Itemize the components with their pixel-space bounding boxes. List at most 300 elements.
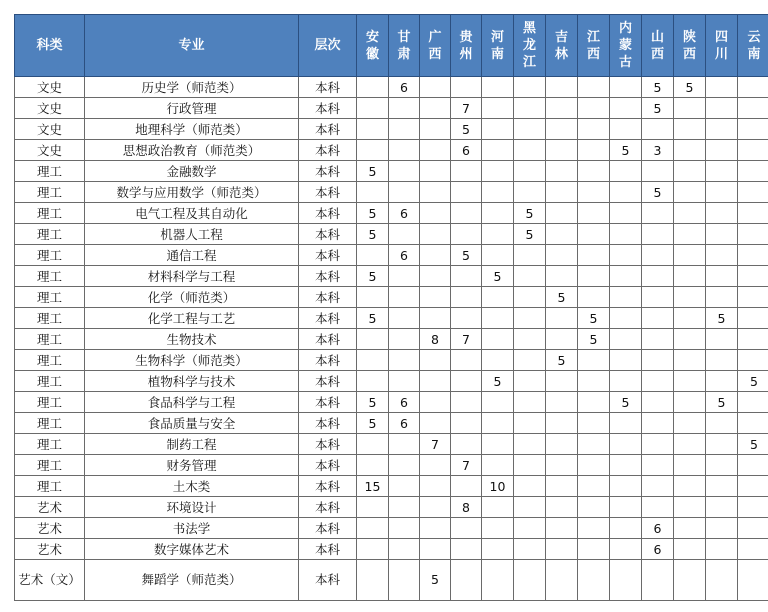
header-province: 贵州 xyxy=(451,15,482,77)
category-cell: 理工 xyxy=(15,161,85,182)
table-row xyxy=(15,329,768,350)
count-cell xyxy=(420,413,451,434)
count-cell xyxy=(546,518,578,539)
count-cell xyxy=(357,371,389,392)
count-cell xyxy=(357,140,389,161)
count-cell xyxy=(482,329,514,350)
count-cell xyxy=(674,329,706,350)
level-cell: 本科 xyxy=(299,203,357,224)
count-cell xyxy=(514,392,546,413)
count-cell xyxy=(738,161,768,182)
count-cell xyxy=(706,77,738,98)
count-cell xyxy=(451,308,482,329)
count-cell: 6 xyxy=(642,539,674,560)
count-cell xyxy=(706,203,738,224)
count-cell xyxy=(546,308,578,329)
count-cell xyxy=(514,455,546,476)
table-row xyxy=(15,434,768,455)
count-cell: 5 xyxy=(610,392,642,413)
count-cell xyxy=(674,539,706,560)
count-cell xyxy=(389,182,420,203)
category-cell: 理工 xyxy=(15,371,85,392)
count-cell: 5 xyxy=(514,224,546,245)
count-cell xyxy=(610,560,642,601)
count-cell: 5 xyxy=(357,224,389,245)
count-cell xyxy=(642,434,674,455)
count-cell xyxy=(514,287,546,308)
count-cell xyxy=(642,308,674,329)
count-cell xyxy=(642,476,674,497)
count-cell xyxy=(674,287,706,308)
count-cell xyxy=(610,77,642,98)
count-cell xyxy=(738,560,768,601)
count-cell xyxy=(514,434,546,455)
major-cell: 通信工程 xyxy=(85,245,299,266)
count-cell xyxy=(610,98,642,119)
count-cell xyxy=(642,497,674,518)
count-cell xyxy=(546,182,578,203)
count-cell: 5 xyxy=(738,434,768,455)
count-cell xyxy=(482,245,514,266)
count-cell xyxy=(420,98,451,119)
count-cell xyxy=(738,350,768,371)
count-cell xyxy=(482,308,514,329)
count-cell xyxy=(674,497,706,518)
count-cell xyxy=(546,161,578,182)
count-cell xyxy=(578,413,610,434)
count-cell xyxy=(706,140,738,161)
count-cell xyxy=(610,329,642,350)
count-cell xyxy=(706,539,738,560)
count-cell xyxy=(706,287,738,308)
count-cell xyxy=(482,287,514,308)
count-cell xyxy=(420,497,451,518)
count-cell xyxy=(357,245,389,266)
count-cell xyxy=(389,560,420,601)
category-cell: 理工 xyxy=(15,245,85,266)
count-cell xyxy=(642,392,674,413)
count-cell xyxy=(674,140,706,161)
major-cell: 书法学 xyxy=(85,518,299,539)
count-cell xyxy=(389,98,420,119)
count-cell xyxy=(642,224,674,245)
count-cell: 5 xyxy=(578,329,610,350)
count-cell xyxy=(706,413,738,434)
category-cell: 文史 xyxy=(15,77,85,98)
header-province: 河南 xyxy=(482,15,514,77)
count-cell xyxy=(578,266,610,287)
level-cell: 本科 xyxy=(299,182,357,203)
count-cell xyxy=(578,539,610,560)
count-cell xyxy=(674,518,706,539)
count-cell xyxy=(738,224,768,245)
major-cell: 财务管理 xyxy=(85,455,299,476)
count-cell xyxy=(642,245,674,266)
count-cell xyxy=(546,476,578,497)
count-cell xyxy=(738,182,768,203)
header-row xyxy=(15,15,768,77)
table-row xyxy=(15,161,768,182)
count-cell xyxy=(674,350,706,371)
table-row xyxy=(15,119,768,140)
count-cell xyxy=(451,476,482,497)
count-cell: 5 xyxy=(642,98,674,119)
count-cell xyxy=(578,434,610,455)
count-cell xyxy=(389,434,420,455)
level-cell: 本科 xyxy=(299,77,357,98)
count-cell xyxy=(578,392,610,413)
count-cell xyxy=(420,224,451,245)
count-cell xyxy=(357,98,389,119)
major-cell: 思想政治教育（师范类） xyxy=(85,140,299,161)
major-cell: 土木类 xyxy=(85,476,299,497)
table-row xyxy=(15,287,768,308)
count-cell xyxy=(482,140,514,161)
count-cell xyxy=(706,182,738,203)
count-cell xyxy=(706,371,738,392)
count-cell xyxy=(642,329,674,350)
count-cell xyxy=(610,371,642,392)
count-cell xyxy=(482,161,514,182)
enrollment-plan-table xyxy=(14,14,768,601)
count-cell xyxy=(738,539,768,560)
table-row xyxy=(15,98,768,119)
count-cell xyxy=(514,140,546,161)
count-cell xyxy=(389,140,420,161)
level-cell: 本科 xyxy=(299,287,357,308)
category-cell: 理工 xyxy=(15,455,85,476)
count-cell xyxy=(674,161,706,182)
count-cell xyxy=(546,77,578,98)
count-cell xyxy=(514,413,546,434)
count-cell xyxy=(451,161,482,182)
count-cell xyxy=(738,413,768,434)
count-cell xyxy=(357,455,389,476)
category-cell: 理工 xyxy=(15,392,85,413)
count-cell xyxy=(420,182,451,203)
level-cell: 本科 xyxy=(299,161,357,182)
count-cell xyxy=(389,119,420,140)
count-cell xyxy=(674,476,706,497)
table-row xyxy=(15,476,768,497)
count-cell xyxy=(357,497,389,518)
count-cell xyxy=(642,413,674,434)
category-cell: 艺术 xyxy=(15,539,85,560)
header-province: 甘肃 xyxy=(389,15,420,77)
count-cell xyxy=(546,140,578,161)
count-cell xyxy=(357,539,389,560)
level-cell: 本科 xyxy=(299,413,357,434)
count-cell xyxy=(738,308,768,329)
table-row xyxy=(15,455,768,476)
table-row xyxy=(15,224,768,245)
count-cell: 5 xyxy=(706,392,738,413)
count-cell xyxy=(738,98,768,119)
count-cell xyxy=(642,203,674,224)
count-cell xyxy=(482,434,514,455)
count-cell xyxy=(738,245,768,266)
count-cell xyxy=(514,161,546,182)
major-cell: 数字媒体艺术 xyxy=(85,539,299,560)
count-cell xyxy=(578,518,610,539)
table-row xyxy=(15,518,768,539)
count-cell xyxy=(514,77,546,98)
count-cell xyxy=(420,140,451,161)
count-cell xyxy=(357,560,389,601)
count-cell xyxy=(642,560,674,601)
count-cell xyxy=(357,77,389,98)
count-cell xyxy=(420,308,451,329)
count-cell xyxy=(706,350,738,371)
count-cell xyxy=(610,350,642,371)
level-cell: 本科 xyxy=(299,308,357,329)
count-cell xyxy=(578,476,610,497)
count-cell xyxy=(357,182,389,203)
count-cell xyxy=(357,518,389,539)
count-cell xyxy=(389,497,420,518)
count-cell xyxy=(451,371,482,392)
count-cell xyxy=(738,476,768,497)
header-level: 层次 xyxy=(299,15,357,77)
level-cell: 本科 xyxy=(299,497,357,518)
header-province: 吉林 xyxy=(546,15,578,77)
count-cell: 5 xyxy=(357,266,389,287)
category-cell: 文史 xyxy=(15,140,85,161)
header-province: 广西 xyxy=(420,15,451,77)
count-cell xyxy=(514,329,546,350)
table-row xyxy=(15,560,768,601)
count-cell xyxy=(514,119,546,140)
category-cell: 艺术（文） xyxy=(15,560,85,601)
count-cell xyxy=(451,413,482,434)
table-row xyxy=(15,245,768,266)
count-cell: 5 xyxy=(357,203,389,224)
major-cell: 植物科学与技术 xyxy=(85,371,299,392)
count-cell xyxy=(482,119,514,140)
table-row xyxy=(15,77,768,98)
level-cell: 本科 xyxy=(299,98,357,119)
count-cell xyxy=(706,119,738,140)
count-cell: 15 xyxy=(357,476,389,497)
count-cell xyxy=(706,266,738,287)
count-cell: 7 xyxy=(451,329,482,350)
major-cell: 机器人工程 xyxy=(85,224,299,245)
count-cell: 5 xyxy=(357,413,389,434)
category-cell: 理工 xyxy=(15,266,85,287)
count-cell xyxy=(546,371,578,392)
count-cell xyxy=(514,371,546,392)
count-cell: 6 xyxy=(451,140,482,161)
count-cell xyxy=(578,182,610,203)
count-cell xyxy=(389,329,420,350)
major-cell: 行政管理 xyxy=(85,98,299,119)
count-cell xyxy=(674,392,706,413)
major-cell: 生物科学（师范类） xyxy=(85,350,299,371)
count-cell: 5 xyxy=(451,245,482,266)
count-cell xyxy=(389,308,420,329)
major-cell: 电气工程及其自动化 xyxy=(85,203,299,224)
major-cell: 化学工程与工艺 xyxy=(85,308,299,329)
table-row xyxy=(15,497,768,518)
count-cell xyxy=(610,161,642,182)
count-cell xyxy=(610,203,642,224)
level-cell: 本科 xyxy=(299,371,357,392)
count-cell xyxy=(674,560,706,601)
count-cell xyxy=(357,350,389,371)
count-cell xyxy=(514,560,546,601)
count-cell xyxy=(357,329,389,350)
count-cell xyxy=(706,476,738,497)
header-province: 陕西 xyxy=(674,15,706,77)
count-cell: 5 xyxy=(514,203,546,224)
count-cell xyxy=(610,518,642,539)
count-cell xyxy=(389,350,420,371)
major-cell: 化学（师范类） xyxy=(85,287,299,308)
count-cell: 5 xyxy=(706,308,738,329)
category-cell: 理工 xyxy=(15,203,85,224)
category-cell: 理工 xyxy=(15,287,85,308)
count-cell xyxy=(451,266,482,287)
table-row xyxy=(15,203,768,224)
count-cell xyxy=(451,539,482,560)
count-cell xyxy=(514,476,546,497)
count-cell: 7 xyxy=(451,455,482,476)
count-cell xyxy=(738,497,768,518)
count-cell xyxy=(451,182,482,203)
count-cell: 6 xyxy=(642,518,674,539)
count-cell xyxy=(706,560,738,601)
count-cell xyxy=(420,539,451,560)
count-cell: 7 xyxy=(420,434,451,455)
count-cell: 5 xyxy=(357,161,389,182)
count-cell xyxy=(706,161,738,182)
category-cell: 理工 xyxy=(15,350,85,371)
count-cell xyxy=(357,287,389,308)
table-row xyxy=(15,350,768,371)
level-cell: 本科 xyxy=(299,476,357,497)
count-cell xyxy=(420,119,451,140)
count-cell xyxy=(546,119,578,140)
count-cell xyxy=(451,203,482,224)
count-cell xyxy=(642,350,674,371)
count-cell xyxy=(738,266,768,287)
count-cell xyxy=(546,560,578,601)
header-province: 山西 xyxy=(642,15,674,77)
count-cell xyxy=(578,497,610,518)
count-cell xyxy=(420,161,451,182)
category-cell: 理工 xyxy=(15,434,85,455)
count-cell xyxy=(546,434,578,455)
count-cell: 5 xyxy=(451,119,482,140)
count-cell: 5 xyxy=(482,371,514,392)
count-cell xyxy=(482,77,514,98)
major-cell: 生物技术 xyxy=(85,329,299,350)
major-cell: 数学与应用数学（师范类） xyxy=(85,182,299,203)
header-major: 专业 xyxy=(85,15,299,77)
count-cell xyxy=(482,455,514,476)
count-cell xyxy=(546,329,578,350)
table-row xyxy=(15,266,768,287)
category-cell: 理工 xyxy=(15,413,85,434)
count-cell xyxy=(546,98,578,119)
count-cell: 6 xyxy=(389,392,420,413)
count-cell: 5 xyxy=(546,350,578,371)
level-cell: 本科 xyxy=(299,392,357,413)
count-cell xyxy=(610,224,642,245)
count-cell xyxy=(610,413,642,434)
count-cell xyxy=(420,455,451,476)
count-cell xyxy=(514,266,546,287)
header-province: 安徽 xyxy=(357,15,389,77)
count-cell xyxy=(482,350,514,371)
level-cell: 本科 xyxy=(299,266,357,287)
count-cell xyxy=(578,161,610,182)
count-cell xyxy=(389,266,420,287)
count-cell xyxy=(578,287,610,308)
count-cell: 10 xyxy=(482,476,514,497)
count-cell xyxy=(674,98,706,119)
table-row xyxy=(15,413,768,434)
count-cell xyxy=(610,476,642,497)
count-cell xyxy=(578,560,610,601)
count-cell xyxy=(706,224,738,245)
count-cell xyxy=(482,518,514,539)
count-cell xyxy=(578,455,610,476)
count-cell xyxy=(738,203,768,224)
count-cell xyxy=(546,497,578,518)
table-row xyxy=(15,140,768,161)
count-cell xyxy=(674,266,706,287)
count-cell: 5 xyxy=(674,77,706,98)
count-cell xyxy=(578,224,610,245)
count-cell xyxy=(514,350,546,371)
count-cell xyxy=(674,455,706,476)
count-cell xyxy=(451,560,482,601)
table-row xyxy=(15,182,768,203)
count-cell xyxy=(482,224,514,245)
count-cell xyxy=(357,434,389,455)
count-cell: 5 xyxy=(642,77,674,98)
count-cell xyxy=(642,161,674,182)
count-cell xyxy=(578,371,610,392)
count-cell xyxy=(420,518,451,539)
count-cell xyxy=(738,119,768,140)
count-cell: 6 xyxy=(389,245,420,266)
count-cell: 5 xyxy=(578,308,610,329)
major-cell: 舞蹈学（师范类） xyxy=(85,560,299,601)
count-cell xyxy=(451,224,482,245)
count-cell: 6 xyxy=(389,77,420,98)
count-cell xyxy=(420,245,451,266)
count-cell xyxy=(674,245,706,266)
count-cell: 5 xyxy=(610,140,642,161)
level-cell: 本科 xyxy=(299,518,357,539)
count-cell xyxy=(546,266,578,287)
count-cell: 5 xyxy=(420,560,451,601)
count-cell xyxy=(451,392,482,413)
count-cell xyxy=(642,455,674,476)
count-cell xyxy=(706,455,738,476)
category-cell: 理工 xyxy=(15,182,85,203)
count-cell xyxy=(482,98,514,119)
count-cell xyxy=(514,98,546,119)
major-cell: 地理科学（师范类） xyxy=(85,119,299,140)
count-cell xyxy=(610,497,642,518)
count-cell xyxy=(674,182,706,203)
level-cell: 本科 xyxy=(299,119,357,140)
count-cell xyxy=(578,140,610,161)
header-province: 黑龙江 xyxy=(514,15,546,77)
